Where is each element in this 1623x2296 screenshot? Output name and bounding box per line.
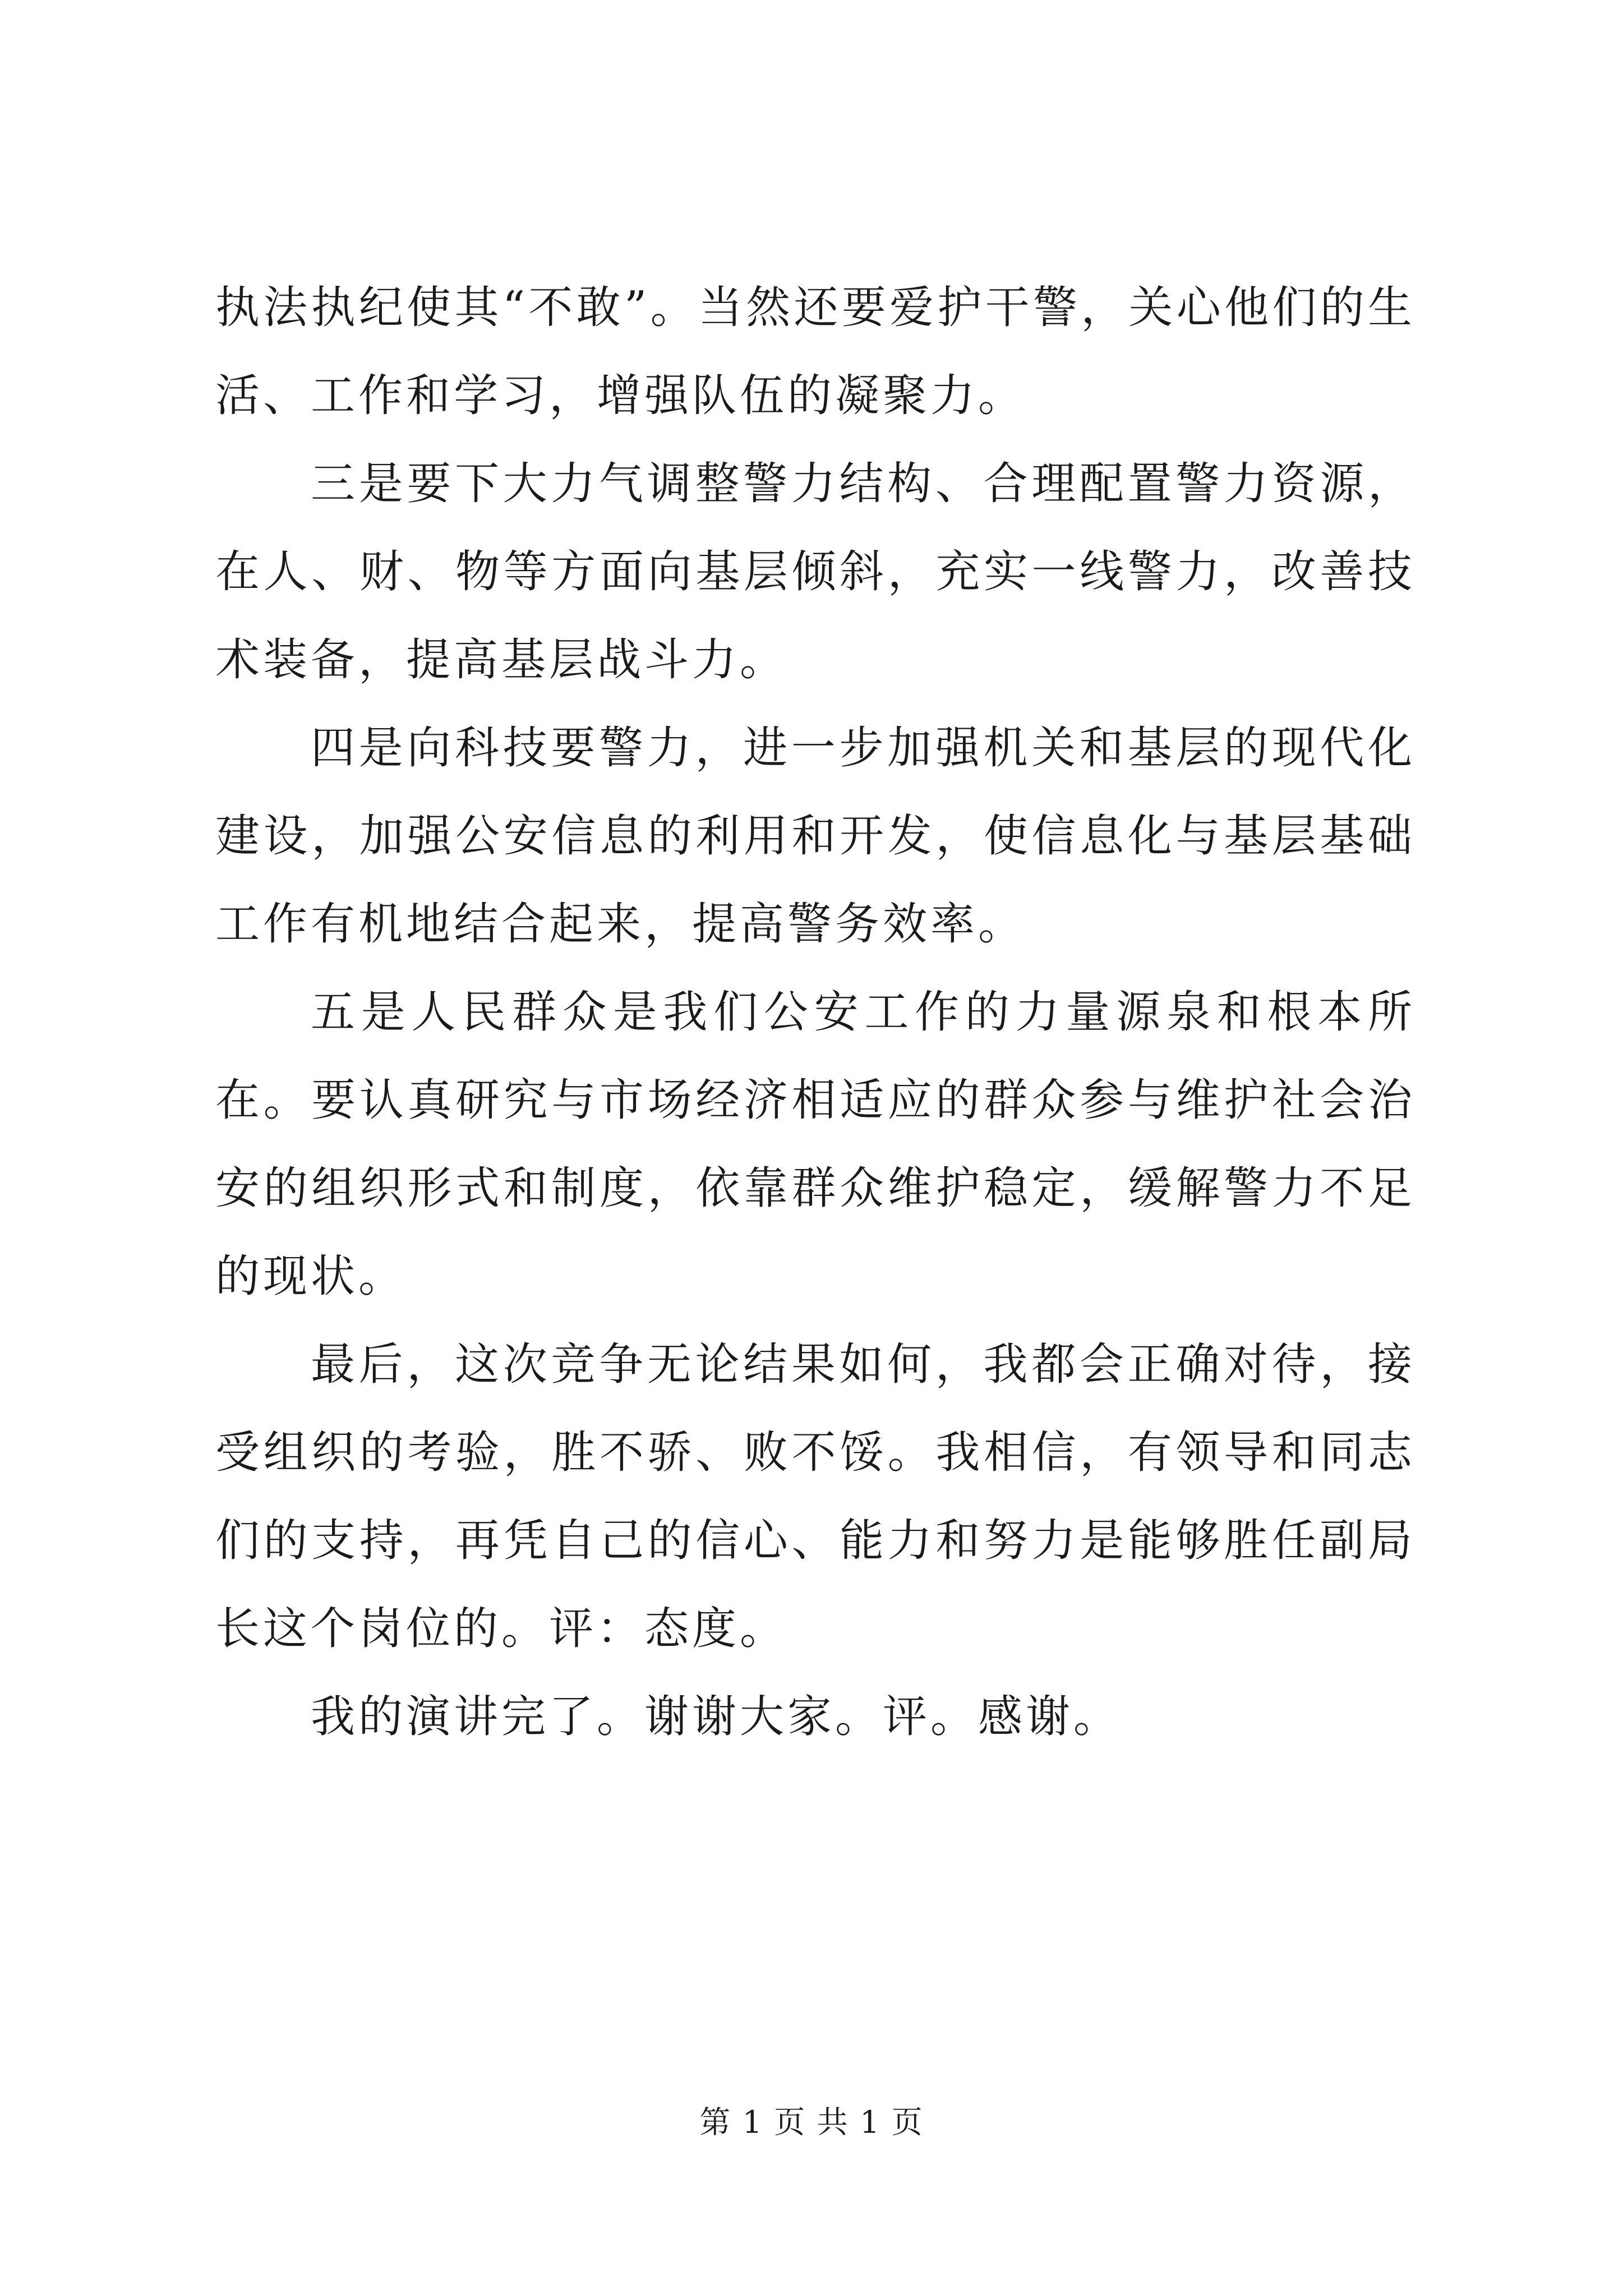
page-footer — [0, 2102, 1623, 2142]
paragraph-3: 四是向科技要警力，进一步加强机关和基层的现代化建设，加强公安信息的利用和开发，使信息化与基层基础工作有机地结合起来，提高警务效率。 — [215, 722, 1415, 950]
paragraph-5: 最后，这次竞争无论结果如何，我都会正确对待，接受组织的考验，胜不骄、败不馁。我相信，有领导和同志们的支持，再凭自己的信心、能力和努力是能够胜任副局长这个岗位的。评：态度。 — [215, 1338, 1415, 1654]
document-body — [215, 264, 1415, 1761]
paragraph-1: 执法执纪使其“不敢”。当然还要爱护干警，关心他们的生活、工作和学习，增强队伍的凝聚力。 — [215, 282, 1415, 421]
paragraph-6: 我的演讲完了。谢谢大家。评。感谢。 — [311, 1691, 1121, 1742]
page-number-label: 第 1 页 共 1 页 — [699, 2104, 924, 2140]
paragraph-4: 五是人民群众是我们公安工作的力量源泉和根本所在。要认真研究与市场经济相适应的群众参与维护社会治安的组织形式和制度，依靠群众维护稳定，缓解警力不足的现状。 — [215, 986, 1415, 1302]
paragraph-2: 三是要下大力气调整警力结构、合理配置警力资源，在人、财、物等方面向基层倾斜，充实一线警力，改善技术装备，提高基层战斗力。 — [215, 458, 1415, 685]
